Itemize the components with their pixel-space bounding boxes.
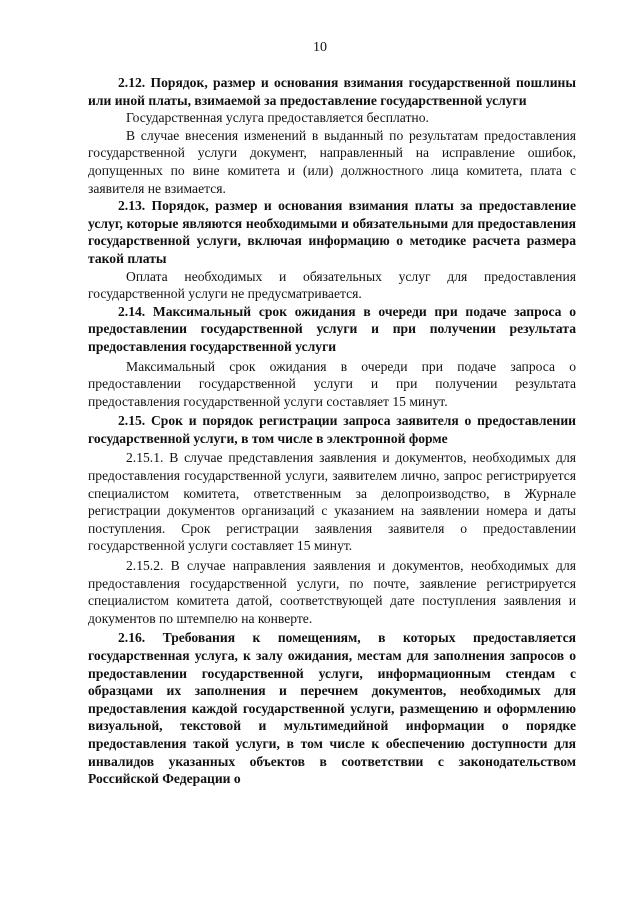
section-heading-2-14: 2.14. Максимальный срок ожидания в очереди при подаче запроса о предоставлении государственной услуги и при получении результата предоставления государственной услуги xyxy=(88,303,576,354)
section-heading-2-12: 2.12. Порядок, размер и основания взимания государственной пошлины или иной платы, взимаемой за предоставление государственной услуги xyxy=(88,75,576,108)
paragraph: В случае внесения изменений в выданный по результатам предоставления государственной услуги документ, направленный на исправление ошибок, допущенных по вине комитета и (или) должностного лица комитета, плата с заявителя не взимается. xyxy=(88,127,576,196)
paragraph: Максимальный срок ожидания в очереди при подаче запроса о предоставлении государственной услуги и при получении результата предоставления государственной услуги составляет 15 минут. xyxy=(88,358,576,409)
section-heading-2-13: 2.13. Порядок, размер и основания взимания платы за предоставление услуг, которые являются необходимыми и обязательными для предоставления государственной услуги, включая информацию о методике расчета размера такой платы xyxy=(88,198,576,266)
document-body xyxy=(88,74,576,788)
paragraph: 2.15.2. В случае направления заявления и документов, необходимых для предоставления государственной услуги, по почте, заявление регистрируется специалистом комитета датой, соответствующей дате поступления заявления и документов по штемпелю на конверте. xyxy=(88,558,576,626)
paragraph: Государственная услуга предоставляется бесплатно. xyxy=(126,110,429,126)
section-heading-2-15: 2.15. Срок и порядок регистрации запроса заявителя о предоставлении государственной услуги, в том числе в электронной форме xyxy=(88,413,576,446)
paragraph: 2.15.1. В случае представления заявления и документов, необходимых для предоставления государственной услуги, заявителем лично, запрос регистрируется специалистом комитета, ответственным за делопроизводство, в Журнале регистрации документов организаций с указанием на заявлении номера и даты поступления. Срок регистрации заявления заявителя о предоставлении государственной услуги составляет 15 минут. xyxy=(88,450,576,554)
paragraph: Оплата необходимых и обязательных услуг для предоставления государственной услуги не предусматривается. xyxy=(88,268,576,302)
page-number: 10 xyxy=(313,40,327,55)
section-heading-2-16: 2.16. Требования к помещениям, в которых предоставляется государственная услуга, к залу ожидания, местам для заполнения запросов о предоставлении государственной услуги, информационным стендам с образцами их заполнения и перечнем документов, необходимых для предоставления каждой государственной услуги, размещению и оформлению визуальной, текстовой и мультимедийной информации о порядке предоставления такой услуги, в том числе к обеспечению доступности для инвалидов указанных объектов в соответствии с законодательством Российской Федерации о xyxy=(88,630,576,787)
